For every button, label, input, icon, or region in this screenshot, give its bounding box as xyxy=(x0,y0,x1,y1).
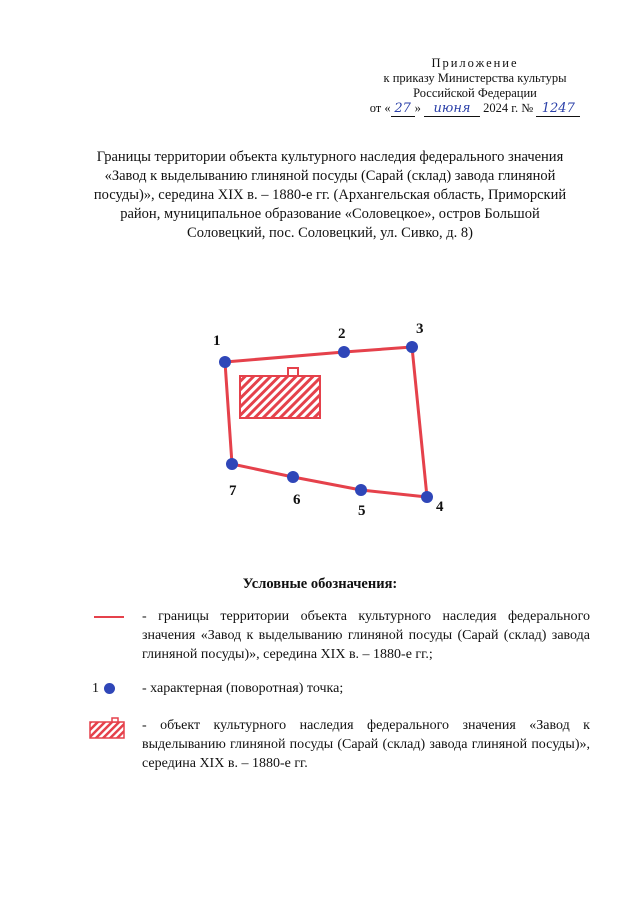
legend-object-text: - объект культурного наследия федерального значения «Завод к выделыванию глиняной посуды (Сарай (склад) завода глиняной посуды)», середина XIX в. – 1880-е гг. xyxy=(142,718,590,771)
order-number-field xyxy=(536,101,580,117)
date-mid: » xyxy=(414,101,421,115)
title-line-4: район, муниципальное образование «Соловецкое», остров Большой xyxy=(120,206,540,222)
boundary-point-6 xyxy=(287,471,299,483)
boundary-point-2 xyxy=(338,346,350,358)
point-label-5: 5 xyxy=(358,503,366,519)
order-number: 1247 xyxy=(541,101,575,116)
boundary-point-4 xyxy=(421,491,433,503)
title-line-3: посуды)», середина XIX в. – 1880-е гг. (Архангельская область, Приморский xyxy=(93,187,567,203)
legend-item-boundary xyxy=(80,607,590,667)
boundary-points xyxy=(219,341,433,503)
appendix-line-federation: Российской Федерации xyxy=(413,86,537,100)
legend-boundary-text: - границы территории объекта культурного наследия федерального значения «Завод к выделыванию глиняной посуды (Сарай (склад) завода глиняной посуды)», середина XIX в. – 1880-е гг.; xyxy=(142,609,590,662)
point-symbol-label: 1 xyxy=(92,681,99,696)
date-year: 2024 г. № xyxy=(483,101,534,115)
point-label-4: 4 xyxy=(436,499,444,515)
date-month-field xyxy=(424,101,480,117)
point-label-2: 2 xyxy=(338,326,346,342)
point-label-6: 6 xyxy=(293,492,301,508)
date-day: 27 xyxy=(394,101,411,116)
point-label-1: 1 xyxy=(213,333,221,349)
point-label-7: 7 xyxy=(229,483,237,499)
date-prefix: от « xyxy=(369,101,391,115)
point-label-3: 3 xyxy=(416,321,424,337)
date-month: июня xyxy=(433,101,471,116)
date-day-field xyxy=(391,101,415,117)
boundary-point-7 xyxy=(226,458,238,470)
territory-boundary xyxy=(225,347,427,497)
appendix-block xyxy=(360,56,590,117)
document-title xyxy=(70,148,590,243)
heritage-object-building xyxy=(240,368,320,418)
title-line-1: Границы территории объекта культурного наследия федерального значения xyxy=(96,149,564,165)
legend-point-text: - характерная (поворотная) точка; xyxy=(142,681,344,696)
appendix-line-order: к приказу Министерства культуры xyxy=(383,71,567,85)
title-line-5: Соловецкий, пос. Соловецкий, ул. Сивко, д. 8) xyxy=(187,225,473,241)
appendix-heading: Приложение xyxy=(431,56,519,70)
boundary-point-1 xyxy=(219,356,231,368)
appendix-date-line xyxy=(360,101,590,117)
hatched-building-icon xyxy=(88,716,128,740)
point-dot-icon xyxy=(104,683,115,694)
legend-item-object xyxy=(80,716,590,776)
legend-item-point xyxy=(80,679,590,699)
legend-title: Условные обозначения: xyxy=(242,576,398,592)
boundary-point-3 xyxy=(406,341,418,353)
title-line-2: «Завод к выделыванию глиняной посуды (Сарай (склад) завода глиняной xyxy=(104,168,556,184)
boundary-point-5 xyxy=(355,484,367,496)
territory-map xyxy=(0,300,640,540)
